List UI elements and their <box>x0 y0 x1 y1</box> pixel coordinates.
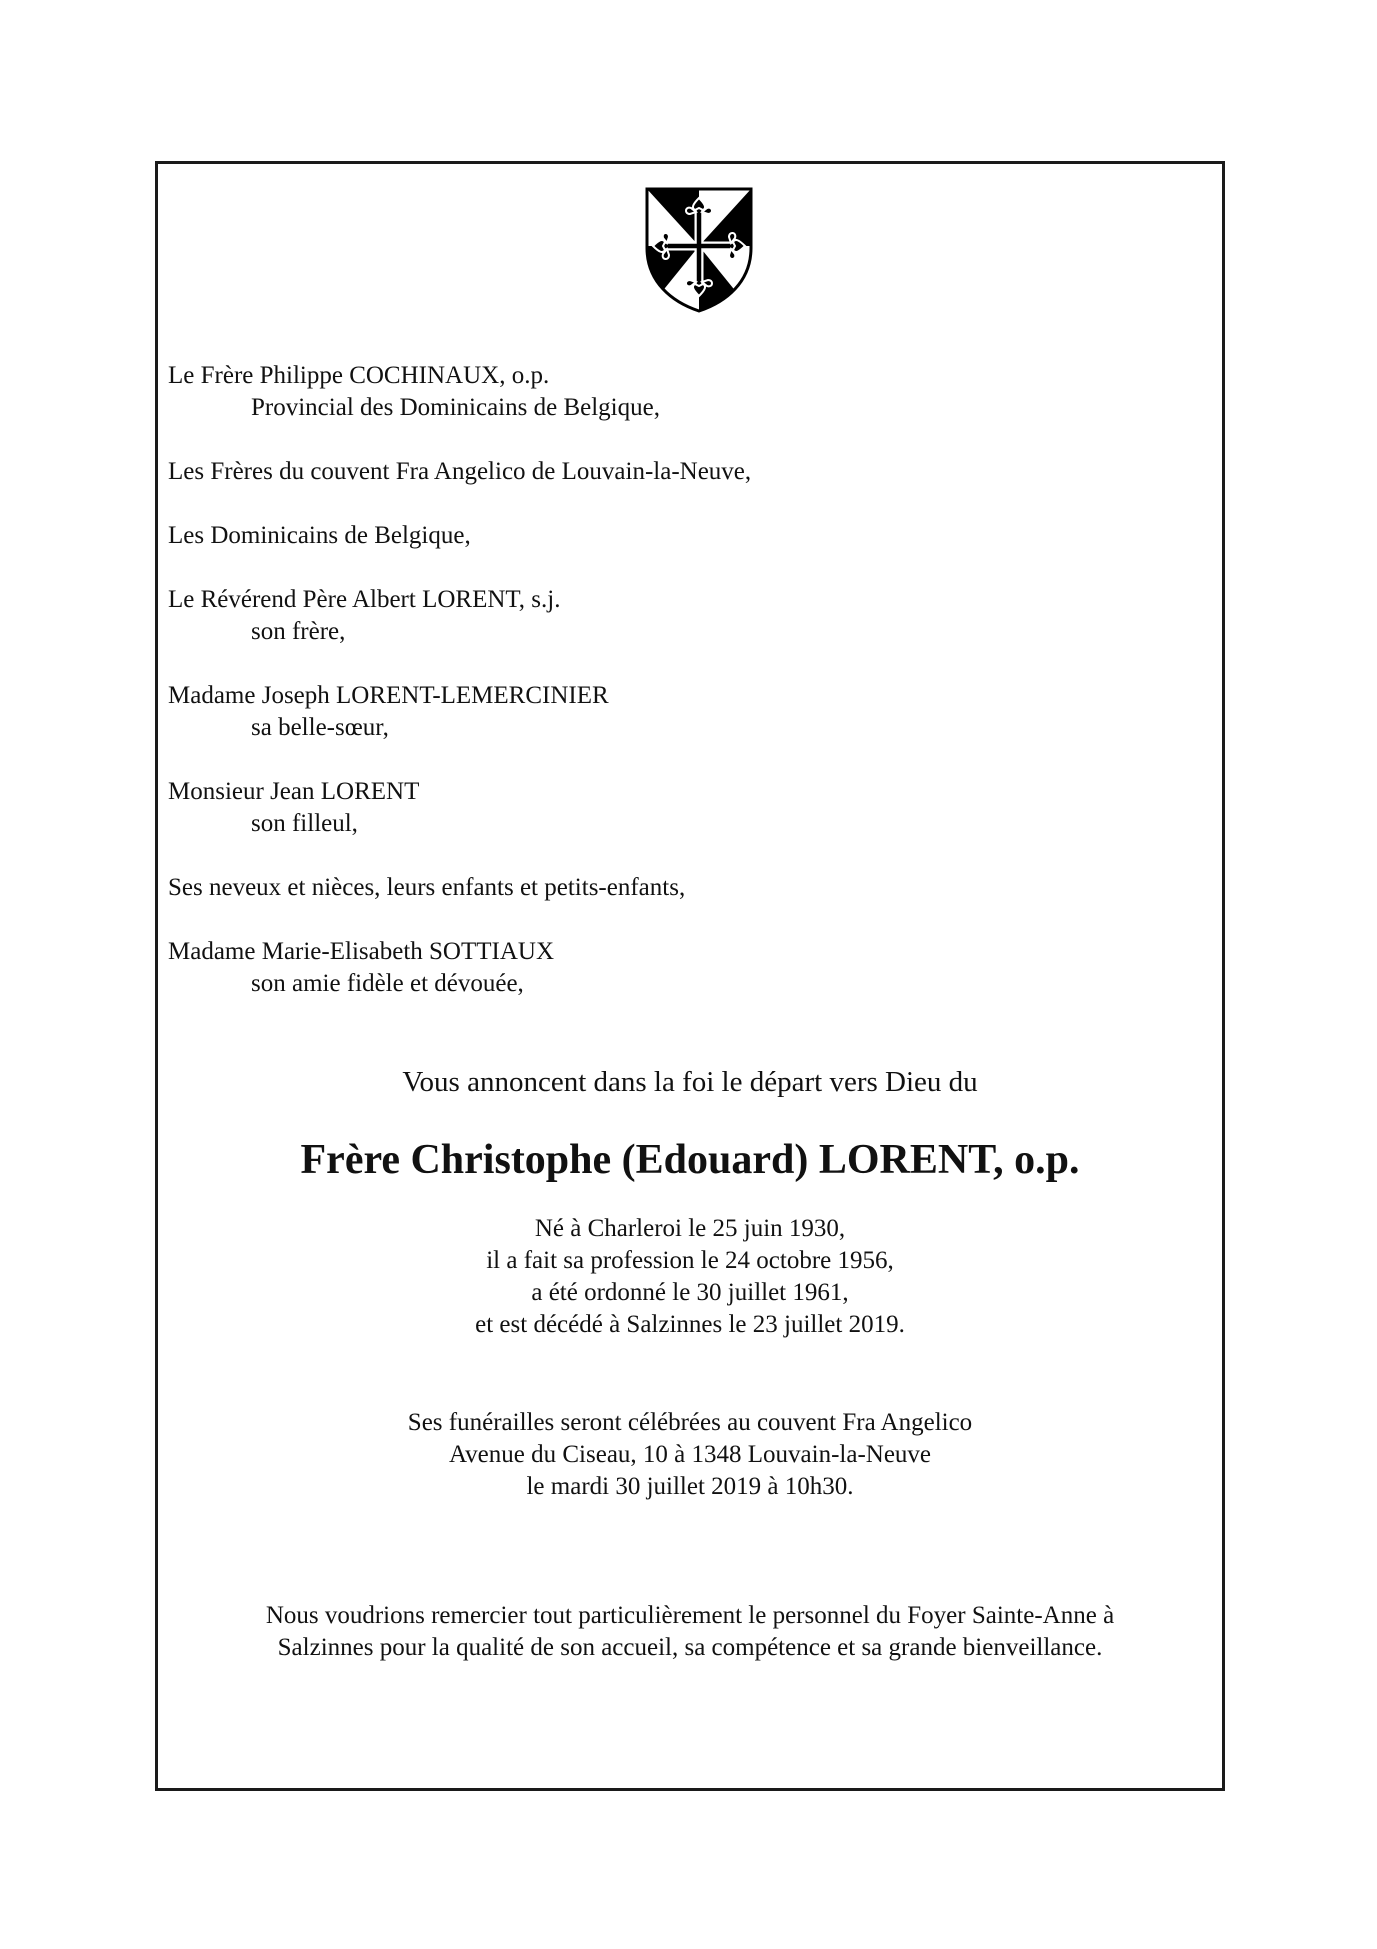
signatory-entry <box>168 936 1168 1000</box>
dominican-cross-shield-icon <box>644 186 754 314</box>
signatory-entry <box>168 872 1168 904</box>
funeral-line: Avenue du Ciseau, 10 à 1348 Louvain-la-Neuve <box>448 1441 932 1468</box>
life-date-line: il a fait sa profession le 24 octobre 1956, <box>486 1247 894 1274</box>
signatory-relation: sa belle-sœur, <box>251 714 389 741</box>
signatory-name: Madame Joseph LORENT-LEMERCINIER <box>168 682 609 709</box>
signatory-name: Ses neveux et nièces, leurs enfants et petits-enfants, <box>168 874 686 901</box>
announcement-text: Vous annoncent dans la foi le départ vers Dieu du <box>402 1066 978 1098</box>
thanks-line: Nous voudrions remercier tout particulièrement le personnel du Foyer Sainte-Anne à <box>265 1602 1115 1629</box>
signatory-name: Monsieur Jean LORENT <box>168 778 420 805</box>
signatory-name: Les Dominicains de Belgique, <box>168 522 471 549</box>
signatory-name: Le Révérend Père Albert LORENT, s.j. <box>168 586 561 613</box>
signatory-relation: son amie fidèle et dévouée, <box>251 970 524 997</box>
signatory-entry <box>168 776 1168 840</box>
signatory-entry <box>168 360 1168 424</box>
life-date-line: Né à Charleroi le 25 juin 1930, <box>534 1215 846 1242</box>
signatory-relation: son frère, <box>251 618 346 645</box>
funeral-details <box>160 1407 1220 1503</box>
signatory-name: Madame Marie-Elisabeth SOTTIAUX <box>168 938 554 965</box>
signatory-entry <box>168 584 1168 648</box>
signatory-entry <box>168 456 1168 488</box>
thanks-message <box>160 1600 1220 1664</box>
signatory-entry <box>168 520 1168 552</box>
signatories-list <box>168 360 1168 1032</box>
life-date-line: et est décédé à Salzinnes le 23 juillet 2019. <box>475 1311 905 1338</box>
signatory-relation: son filleul, <box>251 810 358 837</box>
funeral-line: le mardi 30 juillet 2019 à 10h30. <box>526 1473 854 1500</box>
signatory-name: Les Frères du couvent Fra Angelico de Louvain-la-Neuve, <box>168 458 752 485</box>
signatory-entry <box>168 680 1168 744</box>
funeral-line: Ses funérailles seront célébrées au couvent Fra Angelico <box>407 1409 973 1436</box>
thanks-line: Salzinnes pour la qualité de son accueil, sa compétence et sa grande bienveillance. <box>277 1634 1103 1661</box>
signatory-name: Le Frère Philippe COCHINAUX, o.p. <box>168 362 550 389</box>
life-date-line: a été ordonné le 30 juillet 1961, <box>531 1279 849 1306</box>
life-dates <box>160 1213 1220 1341</box>
signatory-relation: Provincial des Dominicains de Belgique, <box>251 394 660 421</box>
deceased-name: Frère Christophe (Edouard) LORENT, o.p. <box>300 1137 1080 1183</box>
